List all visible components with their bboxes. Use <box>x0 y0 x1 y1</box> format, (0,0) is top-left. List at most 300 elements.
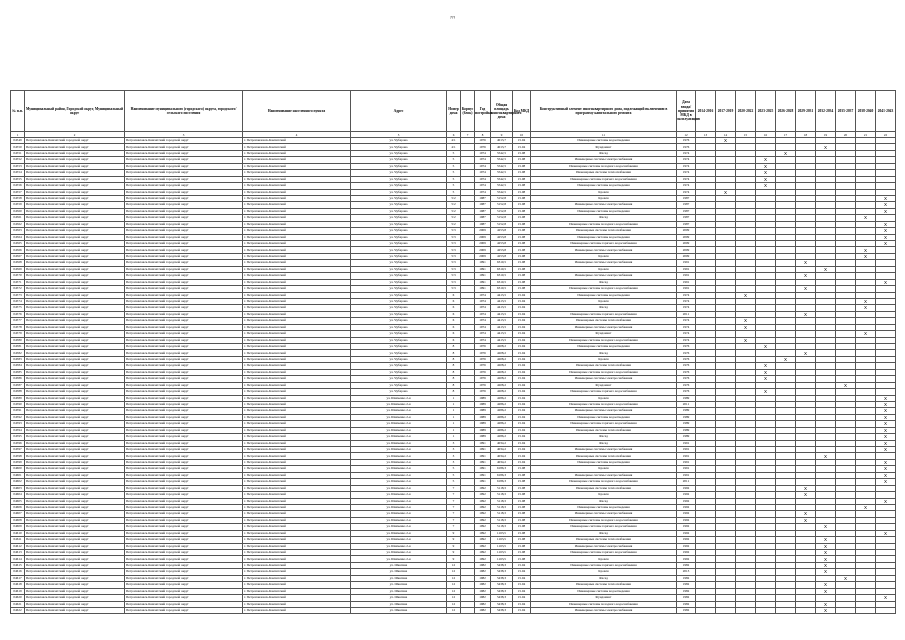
district-cell: Петропавловск-Камчатский городской округ <box>25 376 125 382</box>
year-built-cell: 1974 <box>475 176 491 182</box>
area-cell: 4034,2 <box>491 453 513 459</box>
area-cell: 4413,5 <box>491 305 513 311</box>
row-number: 04551 <box>11 150 25 156</box>
code-cell: 15.08 <box>513 530 531 536</box>
commissioning-date-cell: 2009 <box>677 241 696 247</box>
district-cell: Петропавловск-Камчатский городской округ <box>25 273 125 279</box>
year-built-cell: 1974 <box>475 337 491 343</box>
district-cell: Петропавловск-Камчатский городской округ <box>25 305 125 311</box>
area-cell: 6310,5 <box>491 279 513 285</box>
commissioning-date-cell: 1976 <box>677 356 696 362</box>
house-number-cell: 7 <box>447 492 461 498</box>
period-mark: X <box>856 331 876 337</box>
element-cell: Инженерные системы электроснабжения <box>531 247 677 253</box>
column-number: 8 <box>475 132 491 138</box>
settlement-cell: Петропавловск-Камчатский городской округ <box>125 305 243 311</box>
period-mark: X <box>756 389 776 395</box>
area-cell: 4286,2 <box>491 414 513 420</box>
code-cell: 15.08 <box>513 492 531 498</box>
settlement-cell: Петропавловск-Камчатский городской округ <box>125 434 243 440</box>
period-mark: X <box>816 556 836 562</box>
house-number-cell: 12 <box>447 582 461 588</box>
district-cell: Петропавловск-Камчатский городской округ <box>25 550 125 556</box>
address-cell: ул. Чубарова <box>351 215 447 221</box>
column-header: 2041-2043 <box>876 91 896 132</box>
settlement-cell: Петропавловск-Камчатский городской округ <box>125 524 243 530</box>
code-cell: 15.04 <box>513 395 531 401</box>
code-cell: 15.08 <box>513 266 531 272</box>
area-cell: 5438,3 <box>491 562 513 568</box>
column-header: Муниципальный район, Городской округ, Муниципальный округ <box>25 91 125 132</box>
element-cell: Инженерные системы горячего водоснабжения <box>531 389 677 395</box>
house-number-cell: 12 <box>447 607 461 613</box>
commissioning-date-cell: 1992 <box>677 498 696 504</box>
element-cell: Инженерные системы водоотведения <box>531 183 677 189</box>
locality-cell: г. Петропавловск-Камчатский <box>243 318 351 324</box>
area-cell: 1163,5 <box>491 543 513 549</box>
address-cell: ул. Чубарова <box>351 176 447 182</box>
code-cell: 15.08 <box>513 247 531 253</box>
settlement-cell: Петропавловск-Камчатский городской округ <box>125 421 243 427</box>
locality-cell: г. Петропавловск-Камчатский <box>243 138 351 144</box>
locality-cell: г. Петропавловск-Камчатский <box>243 530 351 536</box>
column-number: 18 <box>796 132 816 138</box>
period-mark: X <box>816 562 836 568</box>
area-cell: 1163,5 <box>491 550 513 556</box>
address-cell: ул. Чубарова <box>351 318 447 324</box>
row-number: 04568 <box>11 260 25 266</box>
commissioning-date-cell: 1987 <box>677 221 696 227</box>
area-cell: 4253,8 <box>491 247 513 253</box>
period-mark: X <box>816 266 836 272</box>
district-cell: Петропавловск-Камчатский городской округ <box>25 157 125 163</box>
table-header <box>11 91 896 138</box>
locality-cell: г. Петропавловск-Камчатский <box>243 247 351 253</box>
element-cell: Инженерные системы теплоснабжения <box>531 170 677 176</box>
settlement-cell: Петропавловск-Камчатский городской округ <box>125 138 243 144</box>
settlement-cell: Петропавловск-Камчатский городской округ <box>125 408 243 414</box>
settlement-cell: Петропавловск-Камчатский городской округ <box>125 543 243 549</box>
code-cell: 15.08 <box>513 241 531 247</box>
period-mark: X <box>796 350 816 356</box>
period-mark: X <box>756 183 776 189</box>
district-cell: Петропавловск-Камчатский городской округ <box>25 447 125 453</box>
code-cell: 15.08 <box>513 234 531 240</box>
commissioning-date-cell: 1974 <box>677 292 696 298</box>
settlement-cell: Петропавловск-Камчатский городской округ <box>125 337 243 343</box>
settlement-cell: Петропавловск-Камчатский городской округ <box>125 401 243 407</box>
address-cell: ул. Шевченко 2-я <box>351 524 447 530</box>
period-mark: X <box>876 466 896 472</box>
row-number: 04597 <box>11 447 25 453</box>
column-header: Номер дома <box>447 91 461 132</box>
address-cell: ул. Чубарова <box>351 305 447 311</box>
element-cell: Инженерные системы электроснабжения <box>531 408 677 414</box>
address-cell: ул. Шкагина <box>351 601 447 607</box>
element-cell: Инженерные системы горячего водоснабжения <box>531 550 677 556</box>
address-cell: ул. Чубарова <box>351 344 447 350</box>
period-mark: X <box>716 189 736 195</box>
area-cell: 6310,5 <box>491 286 513 292</box>
period-mark: X <box>876 234 896 240</box>
district-cell: Петропавловск-Камчатский городской округ <box>25 395 125 401</box>
row-number: 04587 <box>11 382 25 388</box>
district-cell: Петропавловск-Камчатский городской округ <box>25 434 125 440</box>
locality-cell: г. Петропавловск-Камчатский <box>243 401 351 407</box>
address-cell: ул. Шевченко 2-я <box>351 440 447 446</box>
period-mark: X <box>876 395 896 401</box>
commissioning-date-cell: 1991 <box>677 260 696 266</box>
locality-cell: г. Петропавловск-Камчатский <box>243 472 351 478</box>
address-cell: ул. Шевченко 2-я <box>351 401 447 407</box>
code-cell: 15.04 <box>513 427 531 433</box>
area-cell: 5118,3 <box>491 498 513 504</box>
area-cell: 4413,5 <box>491 318 513 324</box>
settlement-cell: Петропавловск-Камчатский городской округ <box>125 440 243 446</box>
code-cell: 15.08 <box>513 221 531 227</box>
year-built-cell: 1989 <box>475 421 491 427</box>
house-number-cell: 5 <box>447 183 461 189</box>
area-cell: 4413,5 <box>491 292 513 298</box>
table-body <box>11 138 896 614</box>
house-number-cell: 5/3 <box>447 234 461 240</box>
row-number: 04562 <box>11 221 25 227</box>
element-cell: Инженерные системы горячего водоснабжения <box>531 176 677 182</box>
year-built-cell: 1982 <box>475 582 491 588</box>
district-cell: Петропавловск-Камчатский городской округ <box>25 195 125 201</box>
commissioning-date-cell: 1974 <box>677 163 696 169</box>
locality-cell: г. Петропавловск-Камчатский <box>243 253 351 259</box>
period-mark: X <box>736 292 756 298</box>
locality-cell: г. Петропавловск-Камчатский <box>243 228 351 234</box>
element-cell: Фасад <box>531 215 677 221</box>
row-number: 04608 <box>11 517 25 523</box>
column-header: Код МКД <box>513 91 531 132</box>
settlement-cell: Петропавловск-Камчатский городской округ <box>125 311 243 317</box>
settlement-cell: Петропавловск-Камчатский городской округ <box>125 241 243 247</box>
locality-cell: г. Петропавловск-Камчатский <box>243 260 351 266</box>
code-cell: 15.08 <box>513 550 531 556</box>
year-built-cell: 1991 <box>475 273 491 279</box>
house-number-cell: 9 <box>447 550 461 556</box>
house-number-cell: 5 <box>447 466 461 472</box>
district-cell: Петропавловск-Камчатский городской округ <box>25 247 125 253</box>
commissioning-date-cell: 1992 <box>677 517 696 523</box>
commissioning-date-cell: 1982 <box>677 607 696 613</box>
settlement-cell: Петропавловск-Камчатский городской округ <box>125 530 243 536</box>
code-cell: 15.04 <box>513 382 531 388</box>
address-cell: ул. Чубарова <box>351 273 447 279</box>
address-cell: ул. Шевченко 2-я <box>351 466 447 472</box>
house-number-cell: 5/2 <box>447 202 461 208</box>
period-mark: X <box>876 414 896 420</box>
house-number-cell: 5/2 <box>447 215 461 221</box>
row-number: 04570 <box>11 273 25 279</box>
area-cell: 4286,2 <box>491 401 513 407</box>
area-cell: 6310,5 <box>491 266 513 272</box>
period-mark: X <box>796 273 816 279</box>
district-cell: Петропавловск-Камчатский городской округ <box>25 189 125 195</box>
area-cell: 4208,2 <box>491 363 513 369</box>
settlement-cell: Петропавловск-Камчатский городской округ <box>125 208 243 214</box>
district-cell: Петропавловск-Камчатский городской округ <box>25 389 125 395</box>
row-number: 04621 <box>11 601 25 607</box>
house-number-cell: 3 <box>447 453 461 459</box>
element-cell: Инженерные системы горячего водоснабжения <box>531 241 677 247</box>
house-number-cell: 5/3 <box>447 273 461 279</box>
year-built-cell: 1982 <box>475 562 491 568</box>
area-cell: 4286,2 <box>491 427 513 433</box>
column-number: 5 <box>351 132 447 138</box>
year-built-cell: 1992 <box>475 498 491 504</box>
year-built-cell: 1976 <box>475 144 491 150</box>
district-cell: Петропавловск-Камчатский городской округ <box>25 337 125 343</box>
house-number-cell: 1 <box>447 434 461 440</box>
locality-cell: г. Петропавловск-Камчатский <box>243 485 351 491</box>
house-number-cell: 7 <box>447 498 461 504</box>
period-mark: X <box>756 170 776 176</box>
address-cell: ул. Чубарова <box>351 350 447 356</box>
district-cell: Петропавловск-Камчатский городской округ <box>25 504 125 510</box>
address-cell: ул. Чубарова <box>351 183 447 189</box>
commissioning-date-cell: 2009 <box>677 228 696 234</box>
period-mark: X <box>876 195 896 201</box>
locality-cell: г. Петропавловск-Камчатский <box>243 607 351 613</box>
locality-cell: г. Петропавловск-Камчатский <box>243 414 351 420</box>
year-built-cell: 1992 <box>475 524 491 530</box>
house-number-cell: 6 <box>447 311 461 317</box>
locality-cell: г. Петропавловск-Камчатский <box>243 389 351 395</box>
district-cell: Петропавловск-Камчатский городской округ <box>25 511 125 517</box>
year-built-cell: 1974 <box>475 324 491 330</box>
area-cell: 4286,2 <box>491 434 513 440</box>
code-cell: 15.08 <box>513 183 531 189</box>
row-number: 04564 <box>11 234 25 240</box>
commissioning-date-cell: 1974 <box>677 337 696 343</box>
district-cell: Петропавловск-Камчатский городской округ <box>25 363 125 369</box>
row-number: 04554 <box>11 170 25 176</box>
row-number: 04615 <box>11 562 25 568</box>
column-header: 2038-2040 <box>856 91 876 132</box>
row-number: 04609 <box>11 524 25 530</box>
house-number-cell: 5/3 <box>447 266 461 272</box>
area-cell: 5542,5 <box>491 189 513 195</box>
locality-cell: г. Петропавловск-Камчатский <box>243 582 351 588</box>
commissioning-date-cell: 2011 <box>677 479 696 485</box>
address-cell: ул. Чубарова <box>351 356 447 362</box>
settlement-cell: Петропавловск-Камчатский городской округ <box>125 472 243 478</box>
code-cell: 15.04 <box>513 459 531 465</box>
address-cell: ул. Чубарова <box>351 195 447 201</box>
row-number: 04580 <box>11 337 25 343</box>
period-mark: X <box>756 363 776 369</box>
district-cell: Петропавловск-Камчатский городской округ <box>25 311 125 317</box>
row-number: 04579 <box>11 331 25 337</box>
code-cell: 15.08 <box>513 279 531 285</box>
column-number: 20 <box>836 132 856 138</box>
commissioning-date-cell: 1987 <box>677 195 696 201</box>
row-number: 04617 <box>11 575 25 581</box>
house-number-cell: 6 <box>447 337 461 343</box>
commissioning-date-cell: 1991 <box>677 472 696 478</box>
locality-cell: г. Петропавловск-Камчатский <box>243 292 351 298</box>
year-built-cell: 1991 <box>475 453 491 459</box>
row-number: 04585 <box>11 369 25 375</box>
area-cell: 4208,2 <box>491 356 513 362</box>
column-number: 1 <box>11 132 25 138</box>
period-mark: X <box>816 601 836 607</box>
district-cell: Петропавловск-Камчатский городской округ <box>25 292 125 298</box>
commissioning-date-cell: 1982 <box>677 562 696 568</box>
settlement-cell: Петропавловск-Камчатский городской округ <box>125 395 243 401</box>
period-mark: X <box>796 511 816 517</box>
element-cell: Инженерные системы теплоснабжения <box>531 318 677 324</box>
year-built-cell: 2009 <box>475 247 491 253</box>
code-cell: 15.08 <box>513 215 531 221</box>
period-mark: X <box>876 447 896 453</box>
code-cell: 15.08 <box>513 517 531 523</box>
year-built-cell: 1989 <box>475 434 491 440</box>
area-cell: 5118,3 <box>491 517 513 523</box>
area-cell: 1163,5 <box>491 556 513 562</box>
period-mark: X <box>796 517 816 523</box>
house-number-cell: 5 <box>447 176 461 182</box>
element-cell: Инженерные системы теплоснабжения <box>531 363 677 369</box>
district-cell: Петропавловск-Камчатский городской округ <box>25 453 125 459</box>
area-cell: 5152,8 <box>491 195 513 201</box>
district-cell: Петропавловск-Камчатский городской округ <box>25 382 125 388</box>
district-cell: Петропавловск-Камчатский городской округ <box>25 595 125 601</box>
period-cell <box>776 607 796 613</box>
column-header: Конструктивный элемент многоквартирного дома, подлежащий включению в программу капитального ремонта <box>531 91 677 132</box>
commissioning-date-cell: 1982 <box>677 582 696 588</box>
element-cell: Инженерные системы водоотведения <box>531 459 677 465</box>
district-cell: Петропавловск-Камчатский городской округ <box>25 440 125 446</box>
code-cell: 15.04 <box>513 595 531 601</box>
column-number: 4 <box>243 132 351 138</box>
year-built-cell: 1987 <box>475 215 491 221</box>
year-built-cell: 1974 <box>475 331 491 337</box>
locality-cell: г. Петропавловск-Камчатский <box>243 157 351 163</box>
year-built-cell: 1987 <box>475 221 491 227</box>
area-cell: 6310,5 <box>491 260 513 266</box>
column-header: 2026-2028 <box>776 91 796 132</box>
period-mark: X <box>856 298 876 304</box>
year-built-cell: 1976 <box>475 376 491 382</box>
year-built-cell: 1992 <box>475 537 491 543</box>
period-cell <box>736 607 756 613</box>
locality-cell: г. Петропавловск-Камчатский <box>243 504 351 510</box>
element-cell: Инженерные системы теплоснабжения <box>531 228 677 234</box>
address-cell: ул. Чубарова <box>351 138 447 144</box>
area-cell: 5542,5 <box>491 176 513 182</box>
district-cell: Петропавловск-Камчатский городской округ <box>25 298 125 304</box>
house-number-cell: 5/3 <box>447 228 461 234</box>
district-cell: Петропавловск-Камчатский городской округ <box>25 318 125 324</box>
commissioning-date-cell: 1992 <box>677 511 696 517</box>
area-cell: 5438,3 <box>491 575 513 581</box>
house-number-cell: 6 <box>447 331 461 337</box>
address-cell: ул. Шевченко 2-я <box>351 530 447 536</box>
area-cell: 4413,5 <box>491 324 513 330</box>
settlement-cell: Петропавловск-Камчатский городской округ <box>125 575 243 581</box>
address-cell: ул. Чубарова <box>351 189 447 195</box>
district-cell: Петропавловск-Камчатский городской округ <box>25 524 125 530</box>
locality-cell: г. Петропавловск-Камчатский <box>243 202 351 208</box>
year-built-cell: 1991 <box>475 440 491 446</box>
program-table-wrapper <box>10 90 895 614</box>
code-cell: 15.08 <box>513 485 531 491</box>
settlement-cell: Петропавловск-Камчатский городской округ <box>125 382 243 388</box>
row-number: 04611 <box>11 537 25 543</box>
address-cell: ул. Чубарова <box>351 241 447 247</box>
locality-cell: г. Петропавловск-Камчатский <box>243 356 351 362</box>
house-number-cell: 5/3 <box>447 241 461 247</box>
table-row <box>11 607 896 613</box>
district-cell: Петропавловск-Камчатский городской округ <box>25 369 125 375</box>
year-built-cell: 1991 <box>475 479 491 485</box>
column-number: 2 <box>25 132 125 138</box>
house-number-cell: 5 <box>447 189 461 195</box>
year-built-cell: 2009 <box>475 234 491 240</box>
locality-cell: г. Петропавловск-Камчатский <box>243 511 351 517</box>
address-cell: ул. Чубарова <box>351 389 447 395</box>
address-cell: ул. Шевченко 2-я <box>351 537 447 543</box>
period-mark: X <box>756 163 776 169</box>
settlement-cell: Петропавловск-Камчатский городской округ <box>125 279 243 285</box>
locality-cell: г. Петропавловск-Камчатский <box>243 453 351 459</box>
element-cell: Инженерные системы теплоснабжения <box>531 582 677 588</box>
settlement-cell: Петропавловск-Камчатский городской округ <box>125 389 243 395</box>
column-number: 21 <box>856 132 876 138</box>
column-number: 19 <box>816 132 836 138</box>
locality-cell: г. Петропавловск-Камчатский <box>243 562 351 568</box>
commissioning-date-cell: 1974 <box>677 331 696 337</box>
area-cell: 4208,2 <box>491 344 513 350</box>
period-mark: X <box>816 582 836 588</box>
element-cell: Инженерные системы водоотведения <box>531 344 677 350</box>
column-number: 10 <box>513 132 531 138</box>
address-cell: ул. Чубарова <box>351 144 447 150</box>
row-number: 04610 <box>11 530 25 536</box>
year-built-cell: 1976 <box>475 389 491 395</box>
locality-cell: г. Петропавловск-Камчатский <box>243 183 351 189</box>
row-number: 04563 <box>11 228 25 234</box>
area-cell: 5152,8 <box>491 208 513 214</box>
year-built-cell: 1992 <box>475 504 491 510</box>
element-cell: Инженерные системы электроснабжения <box>531 260 677 266</box>
district-cell: Петропавловск-Камчатский городской округ <box>25 562 125 568</box>
settlement-cell: Петропавловск-Камчатский городской округ <box>125 485 243 491</box>
column-number: 6 <box>447 132 461 138</box>
element-cell: Фундамент <box>531 144 677 150</box>
district-cell: Петропавловск-Камчатский городской округ <box>25 170 125 176</box>
element-cell: Кровля <box>531 266 677 272</box>
locality-cell: г. Петропавловск-Камчатский <box>243 189 351 195</box>
locality-cell: г. Петропавловск-Камчатский <box>243 286 351 292</box>
year-built-cell: 1974 <box>475 163 491 169</box>
code-cell: 15.08 <box>513 260 531 266</box>
year-built-cell: 1974 <box>475 150 491 156</box>
house-number-cell: 1 <box>447 395 461 401</box>
area-cell: 4413,5 <box>491 311 513 317</box>
row-number: 04558 <box>11 195 25 201</box>
code-cell: 15.08 <box>513 466 531 472</box>
code-cell: 15.08 <box>513 170 531 176</box>
period-mark: X <box>856 253 876 259</box>
year-built-cell: 1974 <box>475 311 491 317</box>
row-number: 04599 <box>11 459 25 465</box>
